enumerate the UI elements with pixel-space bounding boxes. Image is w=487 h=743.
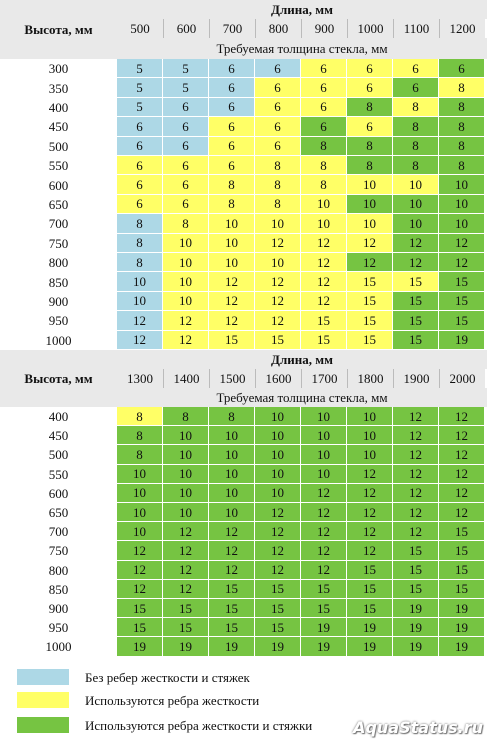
thickness-cell-650-1400: 10 [163, 503, 209, 522]
thickness-cell-700-1000: 10 [347, 214, 393, 233]
thickness-cell-1000-600: 12 [163, 331, 209, 350]
thickness-cell-650-900: 10 [301, 195, 347, 214]
watermark: AquaStatus.ru [353, 718, 483, 737]
legend-item [17, 667, 467, 689]
thickness-header: Требуемая толщина стекла, мм [117, 388, 487, 407]
thickness-cell-750-1100: 12 [393, 234, 439, 253]
thickness-cell-550-1200: 8 [439, 156, 485, 175]
row-height-600: 600 [0, 175, 117, 194]
row-height-500: 500 [0, 137, 117, 156]
thickness-cell-1000-1200: 19 [439, 331, 485, 350]
thickness-cell-500-1400: 10 [163, 445, 209, 464]
thickness-cell-850-1600: 15 [255, 580, 301, 599]
thickness-cell-650-2000: 12 [439, 503, 485, 522]
thickness-cell-400-1100: 8 [393, 98, 439, 117]
row-height-1000: 1000 [0, 637, 117, 656]
row-height-800: 800 [0, 253, 117, 272]
thickness-cell-700-700: 10 [209, 214, 255, 233]
thickness-cell-400-500: 5 [117, 98, 163, 117]
column-length-1700: 1700 [301, 369, 347, 388]
thickness-cell-800-500: 8 [117, 253, 163, 272]
thickness-cell-750-1900: 15 [393, 541, 439, 560]
thickness-cell-850-1200: 15 [439, 272, 485, 291]
thickness-cell-800-1900: 15 [393, 561, 439, 580]
row-height-900: 900 [0, 292, 117, 311]
thickness-cell-600-2000: 12 [439, 484, 485, 503]
thickness-cell-600-1100: 10 [393, 175, 439, 194]
thickness-cell-600-1000: 10 [347, 175, 393, 194]
thickness-cell-1000-900: 15 [301, 331, 347, 350]
row-height-950: 950 [0, 618, 117, 637]
thickness-cell-750-700: 10 [209, 234, 255, 253]
row-height-400: 400 [0, 98, 117, 117]
thickness-cell-900-500: 10 [117, 292, 163, 311]
thickness-cell-600-800: 8 [255, 175, 301, 194]
thickness-cell-750-1400: 12 [163, 541, 209, 560]
thickness-cell-850-700: 12 [209, 272, 255, 291]
thickness-cell-800-1100: 12 [393, 253, 439, 272]
thickness-cell-350-1200: 8 [439, 78, 485, 97]
legend-swatch [17, 717, 69, 733]
thickness-cell-300-500: 5 [117, 59, 163, 78]
row-height-600: 600 [0, 484, 117, 503]
thickness-cell-600-1200: 10 [439, 175, 485, 194]
thickness-cell-900-1200: 15 [439, 292, 485, 311]
thickness-cell-900-700: 12 [209, 292, 255, 311]
thickness-cell-850-1100: 15 [393, 272, 439, 291]
thickness-cell-750-500: 8 [117, 234, 163, 253]
thickness-cell-650-1500: 10 [209, 503, 255, 522]
thickness-cell-800-1300: 12 [117, 561, 163, 580]
thickness-cell-750-900: 12 [301, 234, 347, 253]
thickness-cell-650-700: 8 [209, 195, 255, 214]
length-header: Длина, мм [117, 0, 487, 19]
thickness-cell-700-1400: 12 [163, 522, 209, 541]
thickness-cell-900-1000: 15 [347, 292, 393, 311]
column-length-1500: 1500 [209, 369, 255, 388]
row-height-700: 700 [0, 214, 117, 233]
thickness-cell-700-1800: 12 [347, 522, 393, 541]
thickness-cell-600-600: 6 [163, 175, 209, 194]
row-height-750: 750 [0, 234, 117, 253]
thickness-cell-1000-1000: 15 [347, 331, 393, 350]
thickness-cell-950-900: 15 [301, 311, 347, 330]
thickness-cell-500-1800: 10 [347, 445, 393, 464]
thickness-cell-400-1300: 8 [117, 407, 163, 426]
thickness-cell-750-1800: 12 [347, 541, 393, 560]
thickness-cell-950-1200: 15 [439, 311, 485, 330]
thickness-cell-500-1300: 8 [117, 445, 163, 464]
thickness-cell-500-2000: 12 [439, 445, 485, 464]
row-height-450: 450 [0, 117, 117, 136]
thickness-cell-700-1700: 12 [301, 522, 347, 541]
thickness-cell-550-600: 6 [163, 156, 209, 175]
thickness-cell-700-900: 10 [301, 214, 347, 233]
thickness-cell-800-1700: 12 [301, 561, 347, 580]
thickness-cell-700-800: 10 [255, 214, 301, 233]
thickness-cell-500-1700: 10 [301, 445, 347, 464]
thickness-cell-550-1100: 8 [393, 156, 439, 175]
thickness-cell-450-1300: 8 [117, 426, 163, 445]
thickness-cell-500-1500: 10 [209, 445, 255, 464]
thickness-cell-700-600: 8 [163, 214, 209, 233]
thickness-cell-300-1000: 6 [347, 59, 393, 78]
thickness-cell-350-1100: 6 [393, 78, 439, 97]
thickness-cell-900-2000: 19 [439, 599, 485, 618]
row-height-850: 850 [0, 272, 117, 291]
row-height-400: 400 [0, 407, 117, 426]
thickness-cell-800-1000: 12 [347, 253, 393, 272]
column-length-600: 600 [163, 19, 209, 38]
legend-swatch [17, 669, 69, 685]
thickness-cell-550-1300: 10 [117, 465, 163, 484]
row-height-950: 950 [0, 311, 117, 330]
thickness-cell-800-900: 12 [301, 253, 347, 272]
row-height-1000: 1000 [0, 331, 117, 350]
thickness-cell-800-1400: 12 [163, 561, 209, 580]
thickness-cell-500-1600: 10 [255, 445, 301, 464]
thickness-cell-750-1600: 12 [255, 541, 301, 560]
legend-label: Используются ребра жесткости и стяжки [85, 718, 313, 733]
thickness-cell-550-1900: 12 [393, 465, 439, 484]
thickness-cell-700-2000: 15 [439, 522, 485, 541]
thickness-cell-500-1100: 8 [393, 137, 439, 156]
thickness-cell-1000-1600: 19 [255, 637, 301, 656]
row-height-300: 300 [0, 59, 117, 78]
thickness-cell-950-1700: 19 [301, 618, 347, 637]
thickness-cell-750-600: 10 [163, 234, 209, 253]
thickness-cell-350-900: 6 [301, 78, 347, 97]
thickness-cell-700-1200: 10 [439, 214, 485, 233]
row-height-700: 700 [0, 522, 117, 541]
thickness-cell-350-600: 5 [163, 78, 209, 97]
thickness-cell-400-1800: 10 [347, 407, 393, 426]
column-length-2000: 2000 [439, 369, 485, 388]
thickness-cell-550-1500: 10 [209, 465, 255, 484]
thickness-cell-850-1800: 15 [347, 580, 393, 599]
thickness-cell-600-1400: 10 [163, 484, 209, 503]
thickness-cell-650-1800: 12 [347, 503, 393, 522]
thickness-cell-400-600: 6 [163, 98, 209, 117]
thickness-cell-1000-1800: 19 [347, 637, 393, 656]
thickness-cell-650-1700: 12 [301, 503, 347, 522]
thickness-cell-900-1100: 15 [393, 292, 439, 311]
thickness-cell-1000-1900: 19 [393, 637, 439, 656]
thickness-cell-900-1500: 15 [209, 599, 255, 618]
thickness-cell-850-2000: 15 [439, 580, 485, 599]
thickness-cell-600-700: 8 [209, 175, 255, 194]
thickness-cell-950-1500: 15 [209, 618, 255, 637]
thickness-cell-350-800: 6 [255, 78, 301, 97]
thickness-cell-950-700: 12 [209, 311, 255, 330]
thickness-cell-700-1100: 10 [393, 214, 439, 233]
thickness-cell-950-800: 12 [255, 311, 301, 330]
thickness-cell-450-1500: 10 [209, 426, 255, 445]
thickness-cell-600-1700: 12 [301, 484, 347, 503]
thickness-cell-1000-1400: 19 [163, 637, 209, 656]
thickness-cell-950-1000: 15 [347, 311, 393, 330]
thickness-cell-900-1900: 19 [393, 599, 439, 618]
column-length-700: 700 [209, 19, 255, 38]
thickness-cell-750-1200: 12 [439, 234, 485, 253]
thickness-cell-700-1600: 12 [255, 522, 301, 541]
thickness-cell-450-900: 6 [301, 117, 347, 136]
thickness-cell-850-800: 12 [255, 272, 301, 291]
thickness-cell-400-1600: 10 [255, 407, 301, 426]
thickness-cell-450-1800: 10 [347, 426, 393, 445]
thickness-cell-450-800: 6 [255, 117, 301, 136]
thickness-cell-850-1500: 15 [209, 580, 255, 599]
thickness-cell-550-900: 8 [301, 156, 347, 175]
thickness-cell-450-1900: 12 [393, 426, 439, 445]
column-length-900: 900 [301, 19, 347, 38]
thickness-cell-500-1200: 8 [439, 137, 485, 156]
thickness-cell-850-1300: 12 [117, 580, 163, 599]
thickness-cell-350-1000: 6 [347, 78, 393, 97]
thickness-cell-400-900: 6 [301, 98, 347, 117]
thickness-cell-800-1800: 15 [347, 561, 393, 580]
thickness-cell-550-1000: 8 [347, 156, 393, 175]
thickness-cell-500-1000: 8 [347, 137, 393, 156]
thickness-cell-500-500: 6 [117, 137, 163, 156]
thickness-cell-300-1100: 6 [393, 59, 439, 78]
thickness-cell-850-600: 10 [163, 272, 209, 291]
thickness-cell-550-1700: 10 [301, 465, 347, 484]
thickness-cell-800-2000: 15 [439, 561, 485, 580]
thickness-cell-650-1600: 12 [255, 503, 301, 522]
thickness-cell-900-600: 10 [163, 292, 209, 311]
thickness-cell-650-1000: 10 [347, 195, 393, 214]
thickness-cell-900-1400: 15 [163, 599, 209, 618]
thickness-cell-750-800: 12 [255, 234, 301, 253]
thickness-cell-550-800: 8 [255, 156, 301, 175]
column-length-1800: 1800 [347, 369, 393, 388]
thickness-cell-650-500: 6 [117, 195, 163, 214]
thickness-cell-800-600: 10 [163, 253, 209, 272]
thickness-cell-600-1800: 12 [347, 484, 393, 503]
thickness-cell-300-800: 6 [255, 59, 301, 78]
thickness-cell-800-1600: 12 [255, 561, 301, 580]
row-height-850: 850 [0, 580, 117, 599]
thickness-cell-650-600: 6 [163, 195, 209, 214]
thickness-cell-950-1100: 15 [393, 311, 439, 330]
row-height-500: 500 [0, 445, 117, 464]
thickness-cell-700-1300: 10 [117, 522, 163, 541]
thickness-cell-700-1500: 12 [209, 522, 255, 541]
thickness-cell-850-1400: 12 [163, 580, 209, 599]
thickness-cell-650-800: 8 [255, 195, 301, 214]
thickness-cell-800-800: 10 [255, 253, 301, 272]
thickness-cell-850-1000: 15 [347, 272, 393, 291]
thickness-cell-850-500: 10 [117, 272, 163, 291]
thickness-cell-400-2000: 12 [439, 407, 485, 426]
thickness-cell-1000-1700: 19 [301, 637, 347, 656]
column-length-1300: 1300 [117, 369, 163, 388]
column-length-1400: 1400 [163, 369, 209, 388]
thickness-cell-950-600: 12 [163, 311, 209, 330]
row-height-350: 350 [0, 78, 117, 97]
thickness-cell-500-800: 6 [255, 137, 301, 156]
thickness-cell-850-900: 12 [301, 272, 347, 291]
thickness-cell-1000-2000: 19 [439, 637, 485, 656]
thickness-cell-450-1400: 10 [163, 426, 209, 445]
thickness-cell-650-1100: 10 [393, 195, 439, 214]
thickness-cell-500-600: 6 [163, 137, 209, 156]
column-length-1900: 1900 [393, 369, 439, 388]
column-length-1200: 1200 [439, 19, 485, 38]
thickness-cell-300-700: 6 [209, 59, 255, 78]
thickness-cell-900-900: 12 [301, 292, 347, 311]
column-length-1600: 1600 [255, 369, 301, 388]
thickness-cell-900-1600: 15 [255, 599, 301, 618]
thickness-cell-400-700: 6 [209, 98, 255, 117]
thickness-cell-300-600: 5 [163, 59, 209, 78]
row-height-450: 450 [0, 426, 117, 445]
thickness-cell-750-1000: 12 [347, 234, 393, 253]
thickness-cell-550-500: 6 [117, 156, 163, 175]
thickness-cell-600-1600: 10 [255, 484, 301, 503]
thickness-cell-450-1000: 6 [347, 117, 393, 136]
length-header: Длина, мм [117, 350, 487, 369]
thickness-cell-800-1500: 12 [209, 561, 255, 580]
thickness-cell-500-700: 6 [209, 137, 255, 156]
thickness-cell-950-1600: 15 [255, 618, 301, 637]
thickness-cell-400-1200: 8 [439, 98, 485, 117]
row-height-900: 900 [0, 599, 117, 618]
thickness-cell-450-1700: 10 [301, 426, 347, 445]
thickness-cell-850-1900: 15 [393, 580, 439, 599]
thickness-cell-600-1500: 10 [209, 484, 255, 503]
thickness-cell-450-2000: 12 [439, 426, 485, 445]
thickness-cell-600-500: 6 [117, 175, 163, 194]
thickness-cell-500-1900: 12 [393, 445, 439, 464]
thickness-cell-300-1200: 6 [439, 59, 485, 78]
thickness-cell-550-700: 6 [209, 156, 255, 175]
thickness-cell-400-1900: 12 [393, 407, 439, 426]
thickness-cell-750-2000: 15 [439, 541, 485, 560]
thickness-cell-750-1500: 12 [209, 541, 255, 560]
thickness-cell-700-1900: 12 [393, 522, 439, 541]
thickness-cell-1000-800: 15 [255, 331, 301, 350]
column-length-500: 500 [117, 19, 163, 38]
legend-label: Используются ребра жесткости [85, 693, 260, 708]
thickness-header: Требуемая толщина стекла, мм [117, 38, 487, 59]
thickness-cell-550-1400: 10 [163, 465, 209, 484]
thickness-cell-600-1300: 10 [117, 484, 163, 503]
thickness-cell-550-1600: 10 [255, 465, 301, 484]
thickness-cell-750-1300: 12 [117, 541, 163, 560]
row-height-650: 650 [0, 503, 117, 522]
thickness-cell-950-1900: 19 [393, 618, 439, 637]
thickness-cell-450-700: 6 [209, 117, 255, 136]
thickness-cell-350-700: 6 [209, 78, 255, 97]
thickness-cell-650-1900: 12 [393, 503, 439, 522]
legend-label: Без ребер жесткости и стяжек [85, 670, 250, 685]
thickness-cell-400-1700: 10 [301, 407, 347, 426]
thickness-cell-750-1700: 12 [301, 541, 347, 560]
thickness-cell-650-1300: 10 [117, 503, 163, 522]
thickness-cell-450-1200: 8 [439, 117, 485, 136]
thickness-cell-850-1700: 15 [301, 580, 347, 599]
column-length-800: 800 [255, 19, 301, 38]
thickness-cell-950-1300: 15 [117, 618, 163, 637]
thickness-cell-400-1400: 8 [163, 407, 209, 426]
thickness-cell-400-1000: 8 [347, 98, 393, 117]
thickness-cell-450-500: 6 [117, 117, 163, 136]
thickness-cell-300-900: 6 [301, 59, 347, 78]
thickness-cell-1000-1300: 19 [117, 637, 163, 656]
row-height-650: 650 [0, 195, 117, 214]
legend-item [17, 690, 467, 712]
column-length-1100: 1100 [393, 19, 439, 38]
thickness-cell-500-900: 8 [301, 137, 347, 156]
thickness-cell-450-600: 6 [163, 117, 209, 136]
row-height-800: 800 [0, 561, 117, 580]
thickness-cell-550-2000: 12 [439, 465, 485, 484]
thickness-cell-1000-1100: 15 [393, 331, 439, 350]
thickness-cell-650-1200: 10 [439, 195, 485, 214]
thickness-cell-900-800: 12 [255, 292, 301, 311]
thickness-cell-950-1800: 19 [347, 618, 393, 637]
height-column-header: Высота, мм [0, 350, 117, 407]
thickness-cell-1000-700: 15 [209, 331, 255, 350]
thickness-cell-450-1100: 8 [393, 117, 439, 136]
thickness-cell-1000-500: 12 [117, 331, 163, 350]
thickness-cell-350-500: 5 [117, 78, 163, 97]
thickness-cell-950-1400: 15 [163, 618, 209, 637]
height-column-header: Высота, мм [0, 0, 117, 59]
row-height-550: 550 [0, 465, 117, 484]
thickness-cell-700-500: 8 [117, 214, 163, 233]
thickness-cell-1000-1500: 19 [209, 637, 255, 656]
thickness-cell-400-1500: 8 [209, 407, 255, 426]
thickness-cell-900-1800: 15 [347, 599, 393, 618]
thickness-cell-950-500: 12 [117, 311, 163, 330]
thickness-cell-600-1900: 12 [393, 484, 439, 503]
row-height-750: 750 [0, 541, 117, 560]
thickness-cell-950-2000: 19 [439, 618, 485, 637]
row-height-550: 550 [0, 156, 117, 175]
column-length-1000: 1000 [347, 19, 393, 38]
thickness-cell-550-1800: 12 [347, 465, 393, 484]
thickness-cell-600-900: 8 [301, 175, 347, 194]
thickness-cell-400-800: 6 [255, 98, 301, 117]
thickness-cell-900-1300: 15 [117, 599, 163, 618]
thickness-cell-900-1700: 15 [301, 599, 347, 618]
thickness-cell-800-700: 10 [209, 253, 255, 272]
thickness-cell-800-1200: 12 [439, 253, 485, 272]
legend-swatch [17, 692, 69, 708]
thickness-cell-450-1600: 10 [255, 426, 301, 445]
